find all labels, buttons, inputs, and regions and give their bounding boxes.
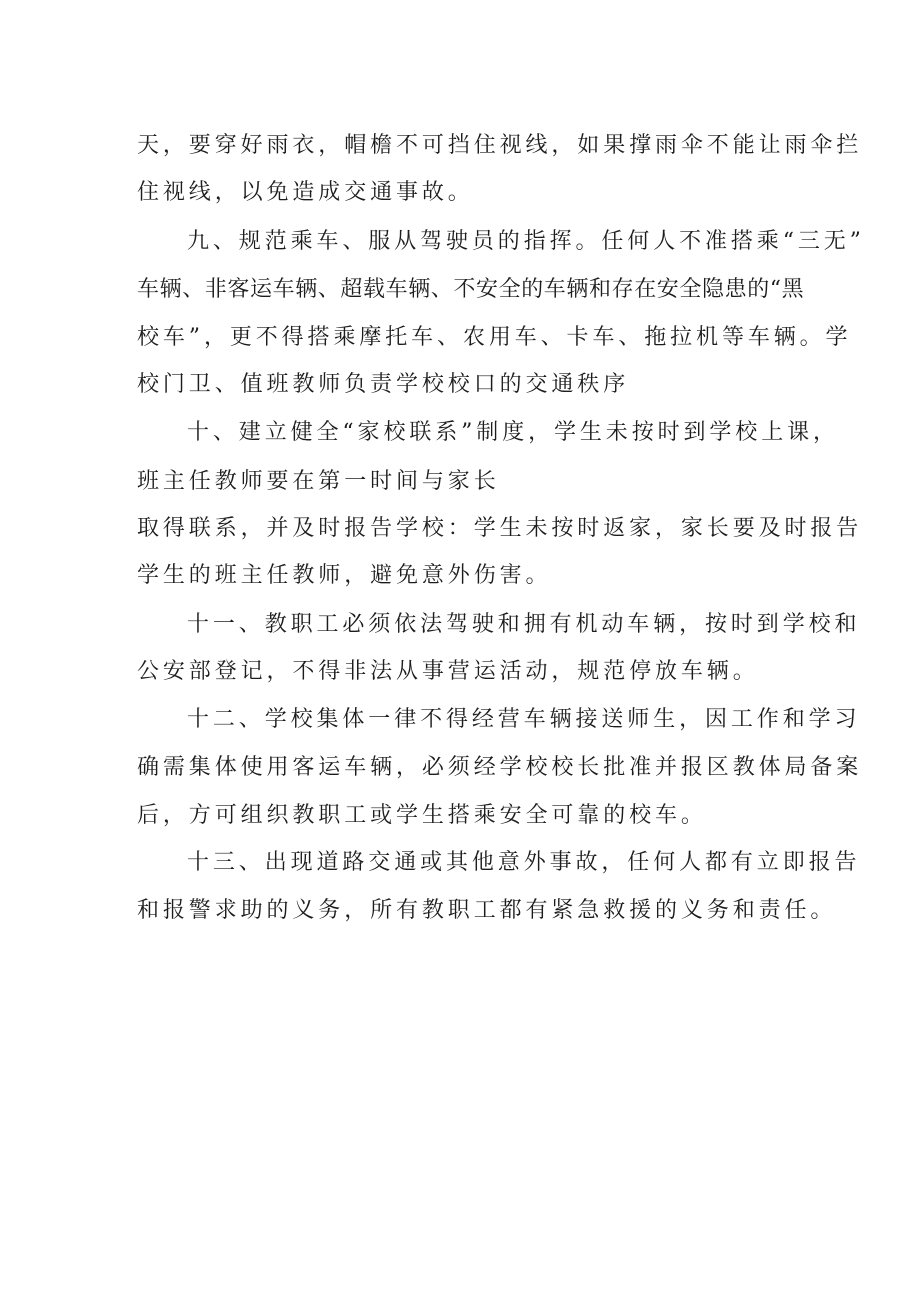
text-line: 取得联系，并及时报告学校：学生未按时返家，家长要及时报告: [137, 516, 863, 541]
paragraph-thirteen-start: 十三、出现道路交通或其他意外事故，任何人都有立即报告: [187, 850, 861, 875]
paragraph-twelve-start: 十二、学校集体一律不得经营车辆接送师生，因工作和学习: [187, 707, 861, 732]
text-line: 确需集体使用客运车辆，必须经学校校长批准并报区教体局备案: [137, 755, 863, 780]
text-line: 校门卫、值班教师负责学校校口的交通秩序: [137, 372, 630, 397]
paragraph-eleven-start: 十一、教职工必须依法驾驶和拥有机动车辆，按时到学校和: [187, 612, 861, 637]
text-line: 后，方可组织教职工或学生搭乘安全可靠的校车。: [137, 803, 707, 828]
text-line: 校车”，更不得搭乘摩托车、农用车、卡车、拖拉机等车辆。学: [137, 325, 852, 350]
text-line: 公安部登记，不得非法从事营运活动，规范停放车辆。: [137, 659, 759, 684]
text-line: 天，要穿好雨衣，帽檐不可挡住视线，如果撑雨伞不能让雨伞拦: [137, 133, 863, 158]
text-line: 学生的班主任教师，避免意外伤害。: [137, 563, 552, 588]
text-line: 住视线，以免造成交通事故。: [137, 180, 474, 205]
paragraph-nine-start: 九、规范乘车、服从驾驶员的指挥。任何人不准搭乘“三无”: [187, 229, 865, 254]
text-line: 班主任教师要在第一时间与家长: [137, 469, 500, 494]
text-line: 和报警求助的义务，所有教职工都有紧急救援的义务和责任。: [137, 898, 837, 923]
text-line: 车辆、非客运车辆、超载车辆、不安全的车辆和存在安全隐患的“黑: [137, 277, 805, 302]
paragraph-ten-start: 十、建立健全“家校联系”制度，学生未按时到学校上课，: [187, 420, 839, 445]
